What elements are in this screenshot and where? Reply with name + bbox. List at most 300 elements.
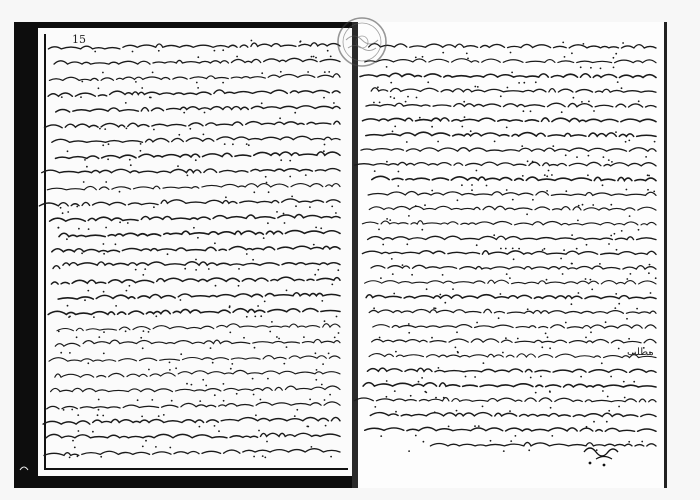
left-page-text-dot xyxy=(253,456,255,458)
left-page-text-dot xyxy=(104,128,106,130)
right-page-text-dot xyxy=(546,190,548,192)
right-page-text-dot xyxy=(424,391,426,393)
right-page-text-dot xyxy=(379,102,381,104)
right-page-text-dot xyxy=(392,131,394,133)
left-page-text-dot xyxy=(262,455,264,457)
right-page-text-dot xyxy=(629,215,631,217)
right-page-text-dot xyxy=(564,56,566,58)
right-page-text-dot xyxy=(544,248,546,250)
left-page-text-dot xyxy=(169,369,171,371)
right-page-text-dot xyxy=(427,81,429,83)
left-page-text-dot xyxy=(305,174,307,176)
left-page-text-dot xyxy=(135,269,137,271)
left-page-text-dot xyxy=(317,269,319,271)
right-page-text-dot xyxy=(527,160,529,162)
left-page-text-dot xyxy=(60,352,62,354)
left-page-text-dot xyxy=(324,320,326,322)
right-page-text-dot xyxy=(456,331,458,333)
left-page-text-dot xyxy=(261,102,263,104)
right-page-text-dot xyxy=(443,397,445,399)
right-page-text-dot xyxy=(562,273,564,275)
right-page-text-dot xyxy=(633,381,635,383)
left-page-text-dot xyxy=(103,291,105,293)
right-page-text-dot xyxy=(378,229,380,231)
right-page-text-dot xyxy=(583,43,585,45)
right-page-text-dot xyxy=(638,100,640,102)
right-page-text-dot xyxy=(523,82,525,84)
right-page-text-dot xyxy=(431,337,433,339)
left-page-text-dot xyxy=(142,446,144,448)
left-page-text-dot xyxy=(212,362,214,364)
right-page-text-dot xyxy=(560,258,562,260)
right-page-text-dot xyxy=(565,322,567,324)
right-page-text-dot xyxy=(411,274,413,276)
left-page-text-dot xyxy=(311,446,313,448)
right-page-text-dot xyxy=(578,205,580,207)
left-page-text-dot xyxy=(210,347,212,349)
left-page-text-dot xyxy=(336,316,338,318)
right-page-text-dot xyxy=(626,318,628,320)
left-page-text-dot xyxy=(334,337,336,339)
right-page-text-dot xyxy=(608,410,610,412)
right-page-text-dot xyxy=(615,53,617,55)
left-page-text-dot xyxy=(177,165,179,167)
left-page-text-dot xyxy=(214,425,216,427)
right-page-text-dot xyxy=(607,396,609,398)
left-page-text-dot xyxy=(246,253,248,255)
left-page-text-dot xyxy=(204,112,206,114)
left-page-text-dot xyxy=(171,400,173,402)
right-page-text-dot xyxy=(653,191,655,193)
left-page-text-dot xyxy=(186,383,188,385)
left-page-text-dot xyxy=(103,243,105,245)
left-page-text-dot xyxy=(330,56,332,58)
left-page-text-dot xyxy=(284,222,286,224)
left-page xyxy=(14,22,356,488)
right-page-text-dot xyxy=(476,244,478,246)
right-page-text-dot xyxy=(444,302,446,304)
right-page-text-dot xyxy=(506,273,508,275)
right-page-text-dot xyxy=(493,234,495,236)
right-page-text-dot xyxy=(571,234,573,236)
right-page-text-dot xyxy=(389,219,391,221)
right-page-text-dot xyxy=(540,376,542,378)
left-page-text-dot xyxy=(94,51,96,53)
left-page-text-dot xyxy=(222,82,224,84)
left-page-text-dot xyxy=(115,243,117,245)
right-page-text-dot xyxy=(474,425,476,427)
left-page-text-dot xyxy=(125,102,127,104)
left-page-text-dot xyxy=(140,150,142,152)
right-page xyxy=(354,22,667,488)
right-page-text-dot xyxy=(565,154,567,156)
right-page-text-dot xyxy=(549,347,551,349)
left-page-text-dot xyxy=(315,227,317,229)
right-page-text-dot xyxy=(578,292,580,294)
right-page-text-dot xyxy=(606,421,608,423)
left-page-text-dot xyxy=(243,337,245,339)
left-page-text-dot xyxy=(338,332,340,334)
right-page-text-dot xyxy=(577,220,579,222)
left-page-text-dot xyxy=(145,440,147,442)
left-page-text-dot xyxy=(126,290,128,292)
left-page-text-dot xyxy=(331,284,333,286)
left-page-text-dot xyxy=(269,331,271,333)
right-page-text-dot xyxy=(628,441,630,443)
right-page-text-dot xyxy=(535,392,537,394)
right-page-text-dot xyxy=(630,273,632,275)
right-page-text-dot xyxy=(435,397,437,399)
left-page-text-dot xyxy=(253,191,255,193)
right-page-text-dot xyxy=(585,337,587,339)
right-page-text-dot xyxy=(419,117,421,119)
right-page-text-dot xyxy=(582,204,584,206)
left-page-text-dot xyxy=(67,305,69,307)
right-page-text-dot xyxy=(391,258,393,260)
left-page-text-dot xyxy=(333,102,335,104)
right-page-text-dot xyxy=(530,110,532,112)
left-page-text-dot xyxy=(129,159,131,161)
left-page-text-dot xyxy=(125,330,127,332)
left-page-text-dot xyxy=(229,332,231,334)
right-page-text-dot xyxy=(542,249,544,251)
left-page-text-dot xyxy=(232,143,234,145)
left-page-text-dot xyxy=(208,268,210,270)
right-page-text-dot xyxy=(548,170,550,172)
right-page-text-dot xyxy=(435,308,437,310)
left-page-text-dot xyxy=(184,268,186,270)
left-page-text-dot xyxy=(189,128,191,130)
left-page-text-dot xyxy=(223,383,225,385)
right-page-text-dot xyxy=(608,243,610,245)
right-page-text-dot xyxy=(511,72,513,74)
right-page-text-dot xyxy=(408,215,410,217)
right-page-text-dot xyxy=(461,184,463,186)
folio-number: 15 xyxy=(72,33,86,46)
left-page-text-dot xyxy=(295,205,297,207)
left-page-text-dot xyxy=(328,353,330,355)
right-page-text-dot xyxy=(410,395,412,397)
right-page-text-dot xyxy=(645,156,647,158)
right-page-text-dot xyxy=(386,380,388,382)
right-page-text-dot xyxy=(461,126,463,128)
right-page-text-dot xyxy=(408,332,410,334)
left-page-text-dot xyxy=(238,268,240,270)
left-page-text-dot xyxy=(337,269,339,271)
right-page-text-dot xyxy=(551,174,553,176)
right-page-text-dot xyxy=(585,278,587,280)
left-page-text-dot xyxy=(303,336,305,338)
left-page-text-dot xyxy=(307,71,309,73)
left-page-frame-line xyxy=(44,34,46,470)
left-page-text-dot xyxy=(267,222,269,224)
right-page-text-dot xyxy=(617,81,619,83)
right-page-text-dot xyxy=(532,199,534,201)
right-page-text-dot xyxy=(565,190,567,192)
left-page-text-dot xyxy=(150,97,152,99)
left-page-text-dot xyxy=(322,363,324,365)
left-page-text-dot xyxy=(236,56,238,58)
right-page-text-dot xyxy=(547,336,549,338)
left-page-text-dot xyxy=(327,50,329,52)
right-page-text-dot xyxy=(405,101,407,103)
right-page-text-dot xyxy=(648,175,650,177)
left-page-text-dot xyxy=(99,128,101,130)
left-page-text-dot xyxy=(268,191,270,193)
right-page-text-dot xyxy=(374,406,376,408)
right-page-text-dot xyxy=(402,264,404,266)
right-page-text-dot xyxy=(407,96,409,98)
left-page-text-dot xyxy=(152,72,154,74)
right-page-text-dot xyxy=(626,278,628,280)
right-page-text-dot xyxy=(442,274,444,276)
left-page-text-dot xyxy=(276,211,278,213)
right-page-text-dot xyxy=(528,449,530,451)
left-page-text-dot xyxy=(153,129,155,131)
right-page-text-dot xyxy=(527,308,529,310)
right-page-text-dot xyxy=(394,390,396,392)
left-page-frame-bottom xyxy=(44,468,348,470)
left-page-text-dot xyxy=(76,336,78,338)
left-page-text-dot xyxy=(115,305,117,307)
left-page-text-dot xyxy=(315,57,317,59)
right-page-text-dot xyxy=(431,190,433,192)
left-page-text-dot xyxy=(314,274,316,276)
right-page-text-dot xyxy=(576,156,578,158)
left-page-text-dot xyxy=(143,330,145,332)
right-page-text-dot xyxy=(636,308,638,310)
left-page-text-dot xyxy=(127,222,129,224)
right-page-text-dot xyxy=(382,244,384,246)
left-page-text-dot xyxy=(215,285,217,287)
left-page-text-dot xyxy=(84,159,86,161)
right-page-text-dot xyxy=(518,82,520,84)
left-page-text-dot xyxy=(266,441,268,443)
left-page-text-dot xyxy=(155,446,157,448)
left-page-text-dot xyxy=(60,207,62,209)
right-page-text-dot xyxy=(526,213,528,215)
left-page-text-dot xyxy=(309,206,311,208)
right-page-text-dot xyxy=(580,376,582,378)
left-page-text-dot xyxy=(71,409,73,411)
left-page-text-dot xyxy=(98,87,100,89)
left-page-text-dot xyxy=(105,227,107,229)
left-page-text-dot xyxy=(313,56,315,58)
left-page-text-dot xyxy=(324,399,326,401)
left-page-text-dot xyxy=(119,221,121,223)
right-page-text-dot xyxy=(512,199,514,201)
left-page-text-dot xyxy=(286,290,288,292)
right-page-text-dot xyxy=(649,264,651,266)
right-page-text-dot xyxy=(394,126,396,128)
right-page-text-dot xyxy=(513,258,515,260)
right-page-text-dot xyxy=(386,66,388,68)
right-page-text-dot xyxy=(437,141,439,143)
right-page-text-dot xyxy=(463,101,465,103)
left-page-text-dot xyxy=(108,143,110,145)
right-page-text-dot xyxy=(647,189,649,191)
left-page-text-dot xyxy=(224,143,226,145)
right-page-text-dot xyxy=(544,174,546,176)
right-page-text-dot xyxy=(571,263,573,265)
left-page-text-dot xyxy=(61,96,63,98)
left-page-text-dot xyxy=(129,285,131,287)
right-page-text-dot xyxy=(563,249,565,251)
left-page-text-dot xyxy=(84,299,86,301)
right-page-text-dot xyxy=(438,367,440,369)
right-page-text-dot xyxy=(576,248,578,250)
right-page-text-dot xyxy=(590,331,592,333)
left-page-text-dot xyxy=(142,347,144,349)
left-page-text-dot xyxy=(83,181,85,183)
right-page-text-dot xyxy=(615,293,617,295)
left-page-text-dot xyxy=(279,117,281,119)
right-page-text-dot xyxy=(395,351,397,353)
right-page-text-dot xyxy=(517,338,519,340)
right-page-text-dot xyxy=(392,273,394,275)
left-page-text-dot xyxy=(324,71,326,73)
left-page-text-dot xyxy=(252,378,254,380)
left-page-text-dot xyxy=(193,227,195,229)
left-page-text-dot xyxy=(144,268,146,270)
right-page-text-dot xyxy=(581,101,583,103)
left-page-text-dot xyxy=(260,315,262,317)
right-page-text-dot xyxy=(618,348,620,350)
right-page-text-dot xyxy=(500,95,502,97)
left-page-text-dot xyxy=(178,134,180,136)
left-page-text-dot xyxy=(155,315,157,317)
left-page-text-dot xyxy=(323,150,325,152)
right-page-text-dot xyxy=(431,126,433,128)
right-page-text-dot xyxy=(390,82,392,84)
left-page-text-dot xyxy=(258,430,260,432)
left-page-text-dot xyxy=(291,196,293,198)
left-page-text-dot xyxy=(81,81,83,83)
left-page-text-dot xyxy=(87,290,89,292)
right-page-text-dot xyxy=(546,175,548,177)
right-page-text-dot xyxy=(588,155,590,157)
left-page-text-dot xyxy=(151,399,153,401)
right-page-text-dot xyxy=(415,57,417,59)
left-page-text-dot xyxy=(148,369,150,371)
left-page-text-dot xyxy=(307,426,309,428)
right-page-text-dot xyxy=(506,127,508,129)
left-page-text-dot xyxy=(169,447,171,449)
right-page-text-dot xyxy=(552,145,554,147)
right-page-text-dot xyxy=(448,426,450,428)
left-page-text-dot xyxy=(225,196,227,198)
left-page-text-dot xyxy=(98,409,100,411)
left-page-text-dot xyxy=(253,394,255,396)
right-page-text-dot xyxy=(625,141,627,143)
right-page-text-dot xyxy=(486,185,488,187)
right-page-text-dot xyxy=(522,175,524,177)
right-page-text-dot xyxy=(490,440,492,442)
left-page-text-dot xyxy=(309,399,311,401)
left-page-text-dot xyxy=(98,336,100,338)
right-page-text-dot xyxy=(610,204,612,206)
right-page-text-dot xyxy=(465,376,467,378)
left-page-text-dot xyxy=(102,144,104,146)
right-page-text-dot xyxy=(456,410,458,412)
left-page-text-dot xyxy=(286,346,288,348)
right-page-text-dot xyxy=(452,288,454,290)
left-page-text-dot xyxy=(148,331,150,333)
right-page-text-dot xyxy=(500,293,502,295)
right-page-text-dot xyxy=(638,229,640,231)
right-page-text-dot xyxy=(571,303,573,305)
right-page-text-dot xyxy=(610,376,612,378)
left-page-text-dot xyxy=(257,305,259,307)
right-page-text-dot xyxy=(515,435,517,437)
left-page-text-dot xyxy=(93,316,95,318)
right-page-text-dot xyxy=(541,346,543,348)
right-page-text-dot xyxy=(483,362,485,364)
right-page-text-dot xyxy=(510,52,512,54)
left-page-text-dot xyxy=(175,367,177,369)
left-page-text-dot xyxy=(320,227,322,229)
right-page-text-dot xyxy=(466,53,468,55)
left-page-text-dot xyxy=(77,455,79,457)
left-page-text-dot xyxy=(300,40,302,42)
left-page-text-dot xyxy=(169,362,171,364)
left-page-text-dot xyxy=(214,394,216,396)
left-page-text-dot xyxy=(264,457,266,459)
left-page-text-dot xyxy=(246,316,248,318)
right-page-text-dot xyxy=(588,101,590,103)
left-page-text-dot xyxy=(126,127,128,129)
right-page-text-dot xyxy=(616,249,618,251)
right-page-text-dot xyxy=(386,396,388,398)
right-page-text-dot xyxy=(509,277,511,279)
right-page-text-dot xyxy=(507,87,509,89)
right-page-text-dot xyxy=(467,58,469,60)
left-page-text-dot xyxy=(140,143,142,145)
right-page-text-dot xyxy=(439,294,441,296)
right-page-text-dot xyxy=(393,97,395,99)
right-page-text-dot xyxy=(406,141,408,143)
right-page-text-dot xyxy=(386,218,388,220)
left-page-text-dot xyxy=(255,414,257,416)
right-page-text-dot xyxy=(426,288,428,290)
right-page-text-dot xyxy=(408,450,410,452)
left-page-text-dot xyxy=(261,72,263,74)
right-page-text-dot xyxy=(603,156,605,158)
right-page-text-dot xyxy=(518,248,520,250)
left-page-text-dot xyxy=(57,227,59,229)
left-page-text-dot xyxy=(100,456,102,458)
left-page-text-dot xyxy=(103,331,105,333)
right-page-text-dot xyxy=(476,322,478,324)
right-page-text-dot xyxy=(471,189,473,191)
right-page-text-dot xyxy=(605,321,607,323)
right-page-text-dot xyxy=(374,170,376,172)
left-page-text-dot xyxy=(229,305,231,307)
left-page-text-dot xyxy=(158,50,160,52)
left-page-text-dot xyxy=(296,409,298,411)
left-page-text-dot xyxy=(199,400,201,402)
right-page-text-dot xyxy=(373,307,375,309)
left-page-text-dot xyxy=(260,399,262,401)
right-page-text-dot xyxy=(590,279,592,281)
left-page-text-dot xyxy=(202,379,204,381)
right-page-text-dot xyxy=(512,248,514,250)
right-page-text-dot xyxy=(586,426,588,428)
left-page-text-dot xyxy=(195,259,197,261)
left-page-text-dot xyxy=(163,414,165,416)
left-page-text-dot xyxy=(246,143,248,145)
left-page-text-dot xyxy=(280,71,282,73)
